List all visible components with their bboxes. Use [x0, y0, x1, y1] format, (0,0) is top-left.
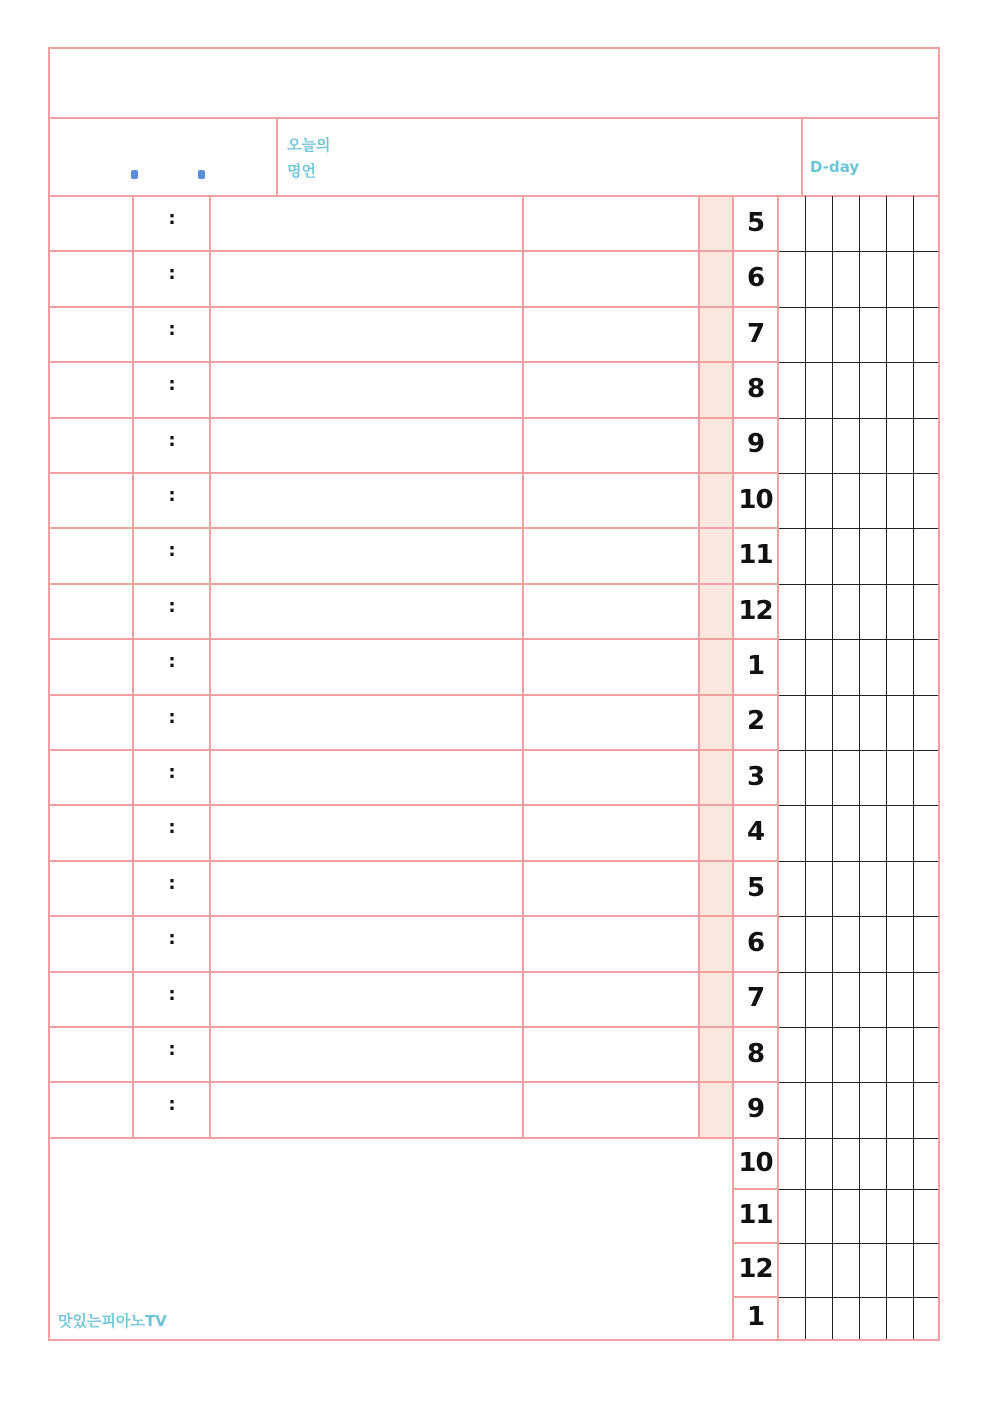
hour-row-line	[734, 306, 778, 308]
time-cell[interactable]	[134, 917, 209, 970]
subject-cell[interactable]	[50, 806, 132, 859]
date-separator-dot	[198, 170, 205, 179]
task-cell[interactable]	[211, 973, 522, 1026]
hour-label: 4	[746, 817, 765, 847]
header-vdivider	[276, 118, 278, 196]
time-colon: :	[168, 817, 176, 838]
subject-cell[interactable]	[50, 308, 132, 361]
note-cell[interactable]	[524, 419, 698, 472]
time-cell[interactable]	[134, 862, 209, 915]
task-cell[interactable]	[211, 1028, 522, 1081]
hour-label: 9	[746, 429, 765, 459]
time-cell[interactable]	[134, 973, 209, 1026]
task-cell[interactable]	[211, 640, 522, 693]
task-cell[interactable]	[211, 474, 522, 527]
hour-row-line	[734, 583, 778, 585]
hour-label: 1	[746, 651, 765, 681]
task-cell[interactable]	[211, 862, 522, 915]
hour-label: 7	[746, 319, 765, 349]
hour-label: 10	[738, 1148, 773, 1178]
time-cell[interactable]	[134, 640, 209, 693]
hour-label: 8	[746, 1039, 765, 1069]
header-vdivider	[801, 118, 803, 196]
time-colon: :	[168, 596, 176, 617]
hour-row-line	[734, 749, 778, 751]
hour-label: 11	[738, 540, 773, 570]
hour-row-line	[734, 1188, 778, 1190]
hour-row-line	[734, 971, 778, 973]
subject-cell[interactable]	[50, 1083, 132, 1136]
task-cell[interactable]	[211, 529, 522, 582]
note-cell[interactable]	[524, 529, 698, 582]
quote-label-line1: 오늘의	[287, 136, 331, 154]
task-cell[interactable]	[211, 751, 522, 804]
hour-label: 1	[746, 1302, 765, 1332]
time-colon: :	[168, 485, 176, 506]
tracker-column-line	[913, 196, 914, 1339]
brand-label: 맛있는피아노TV	[58, 1312, 167, 1330]
task-cell[interactable]	[211, 917, 522, 970]
note-cell[interactable]	[524, 973, 698, 1026]
note-cell[interactable]	[524, 806, 698, 859]
time-cell[interactable]	[134, 474, 209, 527]
note-cell[interactable]	[524, 917, 698, 970]
title-area[interactable]	[48, 47, 940, 118]
hour-row-line	[734, 1026, 778, 1028]
subject-cell[interactable]	[50, 363, 132, 416]
time-colon: :	[168, 1094, 176, 1115]
subject-cell[interactable]	[50, 419, 132, 472]
notes-area[interactable]	[48, 1138, 733, 1341]
date-separator-dot	[131, 170, 138, 179]
note-cell[interactable]	[524, 751, 698, 804]
note-cell[interactable]	[524, 862, 698, 915]
tracker-column-line	[859, 196, 860, 1339]
hour-row-line	[734, 527, 778, 529]
subject-cell[interactable]	[50, 917, 132, 970]
time-colon: :	[168, 928, 176, 949]
quote-label-line2: 명언	[287, 162, 316, 180]
time-colon: :	[168, 319, 176, 340]
time-cell[interactable]	[134, 363, 209, 416]
task-cell[interactable]	[211, 806, 522, 859]
time-cell[interactable]	[134, 1028, 209, 1081]
note-cell[interactable]	[524, 640, 698, 693]
hour-row-line	[734, 472, 778, 474]
note-cell[interactable]	[524, 585, 698, 638]
subject-cell[interactable]	[50, 751, 132, 804]
header-divider	[48, 117, 940, 119]
task-cell[interactable]	[211, 585, 522, 638]
hour-label: 5	[746, 873, 765, 903]
dday-area[interactable]	[802, 118, 940, 196]
subject-cell[interactable]	[50, 696, 132, 749]
hour-label: 7	[746, 983, 765, 1013]
time-colon: :	[168, 873, 176, 894]
task-cell[interactable]	[211, 197, 522, 250]
hour-row-line	[734, 804, 778, 806]
note-cell[interactable]	[524, 1028, 698, 1081]
hour-label: 6	[746, 928, 765, 958]
hour-row-line	[734, 694, 778, 696]
time-cell[interactable]	[134, 696, 209, 749]
shaded-column	[699, 196, 733, 1138]
hour-label: 11	[738, 1200, 773, 1230]
hour-row-line	[734, 1296, 778, 1298]
hour-row-line	[734, 860, 778, 862]
time-colon: :	[168, 707, 176, 728]
hour-label: 10	[738, 485, 773, 515]
tracker-column-line	[886, 196, 887, 1339]
time-colon: :	[168, 651, 176, 672]
dday-label: D-day	[810, 158, 860, 176]
time-colon: :	[168, 1039, 176, 1060]
time-colon: :	[168, 208, 176, 229]
subject-cell[interactable]	[50, 529, 132, 582]
time-cell[interactable]	[134, 806, 209, 859]
hour-row-line	[734, 417, 778, 419]
time-cell[interactable]	[134, 529, 209, 582]
column-divider	[698, 196, 700, 1138]
time-colon: :	[168, 540, 176, 561]
task-cell[interactable]	[211, 308, 522, 361]
time-cell[interactable]	[134, 308, 209, 361]
subject-cell[interactable]	[50, 474, 132, 527]
hour-row-line	[734, 915, 778, 917]
subject-cell[interactable]	[50, 640, 132, 693]
quote-area[interactable]	[277, 118, 802, 196]
time-colon: :	[168, 263, 176, 284]
hour-label: 5	[746, 208, 765, 238]
hour-row-line	[734, 1242, 778, 1244]
hour-row-line	[734, 361, 778, 363]
time-colon: :	[168, 374, 176, 395]
study-planner-sheet	[48, 47, 940, 1341]
hour-label: 2	[746, 706, 765, 736]
time-colon: :	[168, 762, 176, 783]
subject-cell[interactable]	[50, 197, 132, 250]
note-cell[interactable]	[524, 308, 698, 361]
time-cell[interactable]	[134, 1083, 209, 1136]
task-cell[interactable]	[211, 419, 522, 472]
subject-cell[interactable]	[50, 1028, 132, 1081]
outer-border-top	[48, 47, 940, 49]
time-cell[interactable]	[134, 419, 209, 472]
subject-cell[interactable]	[50, 252, 132, 305]
hour-row-line	[734, 638, 778, 640]
note-cell[interactable]	[524, 474, 698, 527]
subject-cell[interactable]	[50, 585, 132, 638]
time-colon: :	[168, 984, 176, 1005]
time-colon: :	[168, 430, 176, 451]
date-area[interactable]	[48, 118, 277, 196]
subject-cell[interactable]	[50, 862, 132, 915]
time-cell[interactable]	[134, 751, 209, 804]
note-cell[interactable]	[524, 252, 698, 305]
hour-label: 9	[746, 1094, 765, 1124]
hour-row-line	[734, 1081, 778, 1083]
hour-row-line	[734, 250, 778, 252]
subject-cell[interactable]	[50, 973, 132, 1026]
note-cell[interactable]	[524, 696, 698, 749]
hour-label: 12	[738, 1254, 773, 1284]
note-cell[interactable]	[524, 197, 698, 250]
outer-border-right	[938, 47, 940, 1341]
note-cell[interactable]	[524, 363, 698, 416]
tracker-column-line	[805, 196, 806, 1339]
hour-label: 3	[746, 762, 765, 792]
hour-label: 12	[738, 596, 773, 626]
time-cell[interactable]	[134, 197, 209, 250]
tracker-column-line	[832, 196, 833, 1339]
task-cell[interactable]	[211, 696, 522, 749]
hour-label: 6	[746, 263, 765, 293]
time-cell[interactable]	[134, 252, 209, 305]
note-cell[interactable]	[524, 1083, 698, 1136]
hour-label: 8	[746, 374, 765, 404]
task-cell[interactable]	[211, 252, 522, 305]
hour-row-line	[734, 1137, 778, 1139]
task-cell[interactable]	[211, 363, 522, 416]
time-cell[interactable]	[134, 585, 209, 638]
task-cell[interactable]	[211, 1083, 522, 1136]
